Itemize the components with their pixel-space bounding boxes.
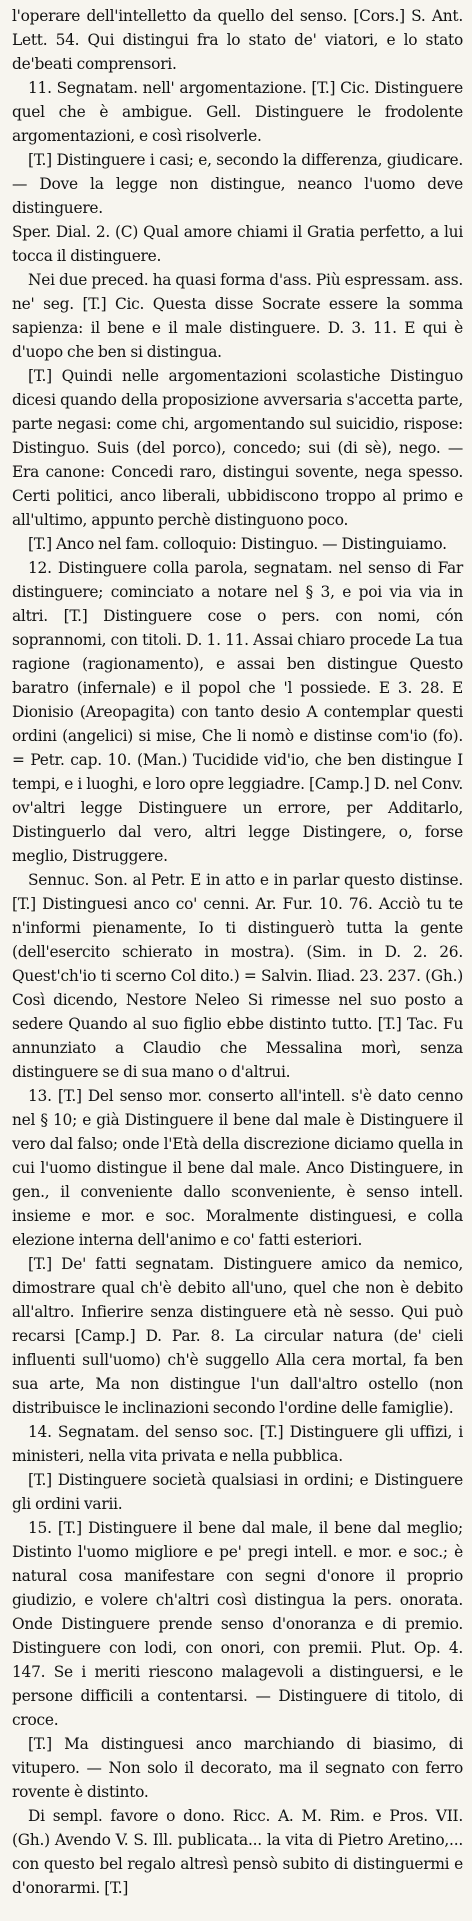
paragraph: Sennuc. Son. al Petr. E in atto e in parlar questo distinse. [T.] Distinguesi anco co' cenni. Ar. Fur. 10. 76. Acciò tu te n'informi pienamente, Io ti distinguerò tutta la gente (dell'esercito schierato in mostra). (Sim. in D. 2. 26. Quest'ch'io ti scerno Col dito.) = Salvin. Iliad. 23. 237. (Gh.) Così dicendo, Nestore Neleo Si rimesse nel suo posto a sedere Quando al suo figlio ebbe distinto tutto. [T.] Tac. Fu annunziato a Claudio che Messalina morì, senza distinguere se di sua mano o d'altrui. xyxy=(12,871,463,1081)
paragraph: [T.] Distinguere società qualsiasi in ordini; e Distinguere gli ordini varii. xyxy=(12,1471,463,1513)
paragraph: [T.] Anco nel fam. colloquio: Distinguo. — Distinguiamo. xyxy=(28,535,447,553)
paragraph: 14. Segnatam. del senso soc. [T.] Distinguere gli uffizi, i ministeri, nella vita privata e nella pubblica. xyxy=(12,1423,463,1465)
paragraph: [T.] Distinguere i casi; e, secondo la differenza, giudicare. — Dove la legge non distingue, neanco l'uomo deve distinguere. xyxy=(12,151,463,217)
paragraph: Nei due preced. ha quasi forma d'ass. Più espressam. ass. ne' seg. [T.] Cic. Questa disse Socrate essere la somma sapienza: il bene e il male distinguere. D. 3. 11. E qui è d'uopo che ben si distingua. xyxy=(12,271,463,361)
paragraph: 15. [T.] Distinguere il bene dal male, il bene dal meglio; Distinto l'uomo migliore e pe' pregi intell. e mor. e soc.; è natural cosa manifestare con segni d'onore il proprio giudizio, e volere ch'altri così distingua la pers. onorata. Onde Distinguere prende senso d'onoranza e di premio. Distinguere con lodi, con onori, con premii. Plut. Op. 4. 147. Se i meriti riescono malagevoli a distinguersi, e le persone difficili a contentarsi. — Distinguere di titolo, di croce. xyxy=(12,1519,463,1729)
paragraph: [T.] Ma distinguesi anco marchiando di biasimo, di vitupero. — Non solo il decorato, ma il segnato con ferro rovente è distinto. xyxy=(12,1735,463,1801)
paragraph: [T.] Quindi nelle argomentazioni scolastiche Distinguo dicesi quando della proposizione avversaria s'accetta parte, parte negasi: come chi, argomentando sul suicidio, rispose: Distinguo. Suis (del porco), concedo; sui (di sè), nego. — Era canone: Concedi raro, distingui sovente, nega spesso. Certi politici, anco liberali, ubbidiscono troppo al primo e all'ultimo, appunto perchè distinguono poco. xyxy=(12,367,463,529)
paragraph: l'operare dell'intelletto da quello del senso. [Cors.] S. Ant. Lett. 54. Qui distingui fra lo stato de' viatori, e lo stato de'beati comprensori. xyxy=(12,7,463,73)
paragraph: 13. [T.] Del senso mor. conserto all'intell. s'è dato cenno nel § 10; e già Distinguere il bene dal male è Distinguere il vero dal falso; onde l'Età della discrezione diciamo quella in cui l'uomo distingue il bene dal male. Anco Distinguere, in gen., il conveniente dallo sconveniente, è senso intell. insieme e mor. e soc. Moralmente distinguesi, e colla elezione interna dell'animo e co' fatti esteriori. xyxy=(12,1087,463,1249)
paragraph: 12. Distinguere colla parola, segnatam. nel senso di Far distinguere; cominciato a notare nel § 3, e poi via via in altri. [T.] Distinguere cose o pers. con nomi, cón soprannomi, con titoli. D. 1. 11. Assai chiaro procede La tua ragione (ragionamento), e assai ben distingue Questo baratro (infernale) e il popol che 'l possiede. E 3. 28. E Dionisio (Areopagita) con tanto desio A contemplar questi ordini (angelici) si mise, Che li nomò e distinse com'io (fo). = Petr. cap. 10. (Man.) Tucidide vid'io, che ben distingue I tempi, e i luoghi, e loro opre leggiadre. [Camp.] D. nel Conv. ov'altri legge Distinguere un errore, per Additarlo, Distinguerlo dal vero, altri legge Distingere, o, forse meglio, Distruggere. xyxy=(12,559,463,865)
paragraph: [T.] De' fatti segnatam. Distinguere amico da nemico, dimostrare qual ch'è debito all'uno, quel che non è debito all'altro. Infierire senza distinguere età nè sesso. Qui può recarsi [Camp.] D. Par. 8. La circular natura (de' cieli influenti sull'uomo) ch'è suggello Alla cera mortal, fa ben sua arte, Ma non distingue l'un dall'altro ostello (non distribuisce le inclinazioni secondo l'ordine delle famiglie). xyxy=(12,1255,463,1417)
paragraph: Sper. Dial. 2. (C) Qual amore chiami il Gratia perfetto, a lui tocca il distinguere. xyxy=(12,223,463,265)
paragraph: Di sempl. favore o dono. Ricc. A. M. Rim. e Pros. VII. (Gh.) Avendo V. S. Ill. publicata... la vita di Pietro Aretino,... con questo bel regalo altresì pensò subito di distinguermi e d'onorarmi. [T.] xyxy=(12,1807,463,1897)
paragraph: 11. Segnatam. nell' argomentazione. [T.] Cic. Distinguere quel che è ambigue. Gell. Distinguere le frodolente argomentazioni, e così risolverle. xyxy=(12,79,463,145)
